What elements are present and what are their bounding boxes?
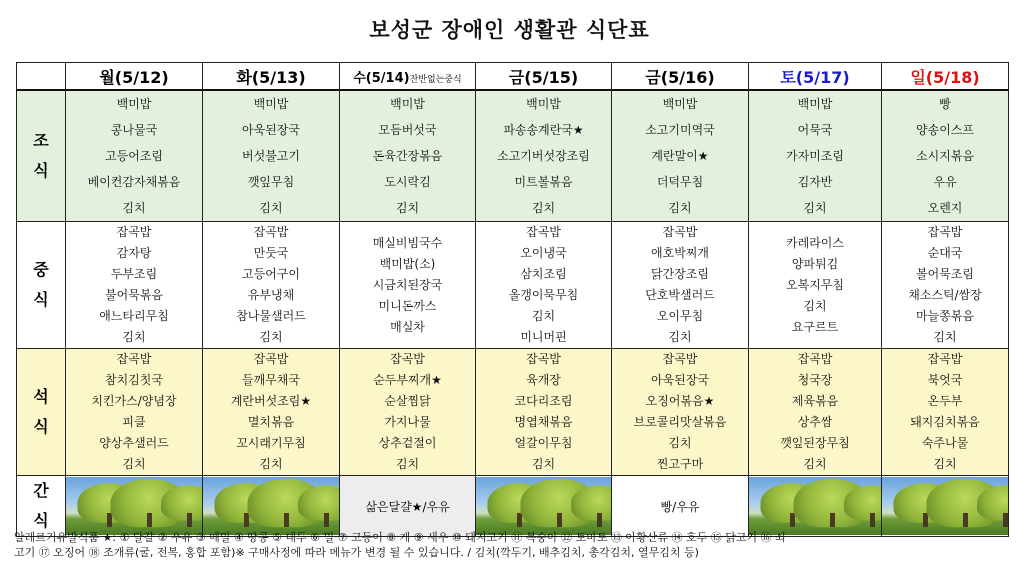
menu-item: 애호박찌개 [651, 246, 709, 260]
menu-item: 김치 [122, 330, 146, 344]
menu-item: 잡곡밥 [662, 225, 698, 239]
meal-label-dinner [17, 349, 66, 476]
menu-item: 꼬시래기무침 [236, 436, 306, 450]
day-header-mon: 월(5/12) [66, 63, 203, 91]
menu-item: 가지나물 [384, 415, 431, 429]
lunch-cell-thu [476, 222, 612, 349]
dinner-cell-sun [882, 349, 1009, 476]
menu-item: 김치 [122, 457, 146, 471]
menu-item: 상추겉절이 [378, 436, 437, 450]
menu-item: 잡곡밥 [526, 352, 561, 366]
menu-item: 백미밥 [116, 97, 152, 111]
menu-item: 김치 [259, 201, 283, 215]
tree-trunk [187, 513, 192, 527]
tree-trunk [597, 513, 602, 527]
lunch-row [17, 222, 1009, 349]
lunch-cell-mon [66, 222, 203, 349]
meal-label-breakfast [17, 90, 66, 222]
menu-item: 양송이스프 [916, 123, 974, 137]
menu-item: 고등어구이 [242, 267, 300, 281]
breakfast-cell-sat [749, 90, 882, 222]
meal-label-char: 식 [33, 417, 49, 436]
menu-item: 잡곡밥 [253, 352, 289, 366]
menu-item: 빵/우유 [660, 499, 700, 514]
menu-item: 오징어볶음★ [645, 394, 715, 408]
menu-item: 김치 [803, 457, 827, 471]
menu-item: 김치 [531, 457, 556, 471]
menu-item: 김치 [668, 201, 692, 215]
menu-item: 오렌지 [927, 201, 963, 215]
menu-item: 오복지무침 [786, 277, 844, 292]
menu-item: 김자반 [797, 175, 833, 189]
menu-item: 오이냉국 [520, 246, 567, 260]
day-header-wed: 수(5/14)잔반없는중식 [340, 63, 476, 91]
menu-item: 베이컨감자채볶음 [87, 175, 181, 189]
menu-item: 김치 [668, 330, 692, 344]
snack-row [17, 476, 1009, 537]
menu-item: 백미밥(소) [379, 256, 436, 271]
menu-item: 온두부 [927, 394, 963, 408]
menu-item: 파송송계란국★ [503, 123, 584, 137]
tree-icon [161, 485, 202, 520]
willow-tree-image [882, 477, 1008, 535]
menu-item: 청국장 [797, 373, 833, 387]
menu-item: 미니돈까스 [378, 298, 437, 313]
menu-item: 감자탕 [116, 246, 152, 260]
menu-item: 김치 [933, 330, 957, 344]
menu-item: 김치 [259, 457, 283, 471]
menu-item: 코다리조림 [514, 394, 573, 408]
menu-item: 애느타리무침 [99, 309, 169, 323]
menu-item: 삶은달걀★/우유 [365, 499, 450, 514]
menu-item: 더덕무침 [656, 175, 704, 189]
meal-label-char: 식 [33, 511, 49, 530]
tree-trunk [1003, 513, 1008, 527]
menu-item: 깻잎무침 [247, 175, 295, 189]
menu-item: 얼갈이무침 [514, 436, 573, 450]
menu-item: 김치 [668, 436, 692, 450]
breakfast-row [17, 90, 1009, 222]
tree-trunk [147, 513, 152, 527]
menu-item: 백미밥 [390, 97, 425, 111]
day-header-tue: 화(5/13) [203, 63, 340, 91]
menu-item: 단호박샐러드 [645, 288, 715, 302]
willow-tree-image [749, 477, 881, 535]
menu-item: 채소스틱/쌈장 [908, 288, 982, 302]
menu-item: 모듬버섯국 [378, 123, 437, 137]
menu-item: 치킨가스/양념장 [91, 394, 177, 408]
menu-item: 백미밥 [253, 97, 289, 111]
footer-line-1: 알레르기유발식품 ★: ① 달걀 ② 우유 ③ 메밀 ④ 땅콩 ⑤ 대두 ⑥ 밀 ⑦ 고등어 ⑧ 게 ⑨ 새우 ⑩ 돼지고기 ⑪ 복숭아 ⑫ 토마토 ⑬ 아황산류 ⑭ 호두 ⑮ 닭고기 ⑯ 쇠 [14, 531, 786, 544]
menu-item: 찐고구마 [656, 457, 704, 471]
menu-item: 제육볶음 [791, 394, 839, 408]
menu-item: 요구르트 [791, 319, 839, 334]
meal-label-snack [17, 476, 66, 537]
menu-item: 김치 [259, 330, 283, 344]
snack-cell-sat [749, 476, 882, 537]
menu-item: 잡곡밥 [797, 352, 833, 366]
meal-label-char: 석 [33, 387, 49, 406]
lunch-cell-tue [203, 222, 340, 349]
breakfast-cell-tue [203, 90, 340, 222]
meal-label-char: 간 [33, 481, 49, 500]
menu-item: 마늘쫑볶음 [916, 309, 974, 323]
tree-icon [298, 485, 339, 520]
menu-table [16, 62, 1009, 537]
menu-item: 순두부찌개★ [373, 373, 442, 387]
menu-item: 육개장 [526, 373, 561, 387]
menu-item: 닭간장조림 [651, 267, 709, 281]
menu-item: 미니머핀 [520, 330, 567, 344]
menu-item: 계란버섯조림★ [230, 394, 312, 408]
menu-item: 브로콜리맛살볶음 [633, 415, 727, 429]
meal-label-char: 조 [33, 131, 49, 150]
menu-item: 카레라이스 [786, 235, 844, 250]
menu-item: 불어묵볶음 [105, 288, 163, 302]
lunch-cell-sun [882, 222, 1009, 349]
corner-cell [17, 63, 66, 91]
menu-item: 순대국 [927, 246, 963, 260]
menu-item: 들깨무채국 [242, 373, 300, 387]
menu-item: 잡곡밥 [927, 352, 963, 366]
menu-item: 유부냉채 [247, 288, 295, 302]
allergy-footer [14, 530, 1009, 560]
tree-trunk [284, 513, 289, 527]
menu-item: 빵 [939, 97, 951, 111]
tree-trunk [870, 513, 875, 527]
tree-trunk [557, 513, 562, 527]
menu-item: 참치김칫국 [105, 373, 163, 387]
menu-item: 버섯불고기 [242, 149, 300, 163]
menu-item: 만둣국 [253, 246, 289, 260]
menu-item: 백미밥 [526, 97, 561, 111]
menu-item: 두부조림 [110, 267, 158, 281]
menu-item: 상추쌈 [797, 415, 833, 429]
breakfast-cell-wed [340, 90, 476, 222]
day-note: 잔반없는중식 [409, 74, 462, 85]
menu-item: 잡곡밥 [662, 352, 698, 366]
menu-item: 고등어조림 [105, 149, 163, 163]
lunch-cell-fri [612, 222, 749, 349]
menu-item: 백미밥 [662, 97, 698, 111]
menu-item: 잡곡밥 [390, 352, 425, 366]
menu-item: 매실비빔국수 [372, 235, 443, 250]
day-header-fri: 금(5/16) [612, 63, 749, 91]
menu-item: 도시락김 [384, 175, 431, 189]
menu-item: 계란말이★ [651, 149, 709, 163]
menu-item: 미트볼볶음 [514, 175, 573, 189]
menu-item: 삼치조림 [520, 267, 567, 281]
page-title: 보성군 장애인 생활관 식단표 [369, 18, 650, 42]
menu-item: 콩나물국 [110, 123, 158, 137]
menu-item: 김치 [122, 201, 146, 215]
menu-item: 양상추샐러드 [99, 436, 169, 450]
menu-item: 깻잎된장무침 [780, 436, 850, 450]
menu-item: 김치 [933, 457, 957, 471]
lunch-cell-wed [340, 222, 476, 349]
willow-tree-image [203, 477, 339, 535]
menu-item: 북엇국 [927, 373, 963, 387]
breakfast-cell-sun [882, 90, 1009, 222]
snack-cell-wed [340, 476, 476, 537]
menu-item: 소시지볶음 [916, 149, 974, 163]
menu-item: 시금치된장국 [372, 277, 443, 292]
menu-item: 어묵국 [797, 123, 833, 137]
snack-cell-tue [203, 476, 340, 537]
willow-tree-image [66, 477, 202, 535]
menu-item: 아욱된장국 [242, 123, 300, 137]
day-header-sat: 토(5/17) [749, 63, 882, 91]
menu-item: 피클 [122, 415, 146, 429]
menu-item: 올갱이묵무침 [508, 288, 579, 302]
meal-label-lunch [17, 222, 66, 349]
menu-item: 순살찜닭 [384, 394, 431, 408]
menu-item: 멸치볶음 [247, 415, 295, 429]
menu-item: 잡곡밥 [253, 225, 289, 239]
menu-item: 오이무침 [656, 309, 704, 323]
menu-item: 김치 [395, 457, 420, 471]
header-row [17, 63, 1009, 91]
tree-trunk [324, 513, 329, 527]
day-header-sun: 일(5/18) [882, 63, 1009, 91]
lunch-cell-sat [749, 222, 882, 349]
menu-item: 매실차 [390, 319, 425, 334]
dinner-cell-fri [612, 349, 749, 476]
dinner-row [17, 349, 1009, 476]
dinner-cell-sat [749, 349, 882, 476]
snack-cell-sun [882, 476, 1009, 537]
dinner-cell-mon [66, 349, 203, 476]
breakfast-cell-mon [66, 90, 203, 222]
menu-item: 참나물샐러드 [236, 309, 306, 323]
dinner-cell-thu [476, 349, 612, 476]
menu-item: 잡곡밥 [927, 225, 963, 239]
menu-item: 가자미조림 [786, 149, 844, 163]
menu-item: 소고기미역국 [645, 123, 715, 137]
menu-item: 잡곡밥 [116, 225, 152, 239]
menu-item: 돈육간장볶음 [372, 149, 443, 163]
breakfast-cell-fri [612, 90, 749, 222]
dinner-cell-tue [203, 349, 340, 476]
snack-cell-mon [66, 476, 203, 537]
meal-label-char: 식 [33, 161, 49, 180]
meal-label-char: 식 [33, 290, 49, 309]
menu-item: 우유 [933, 175, 957, 189]
meal-label-char: 중 [33, 260, 49, 279]
menu-item: 김치 [531, 201, 556, 215]
menu-item: 김치 [395, 201, 420, 215]
menu-item: 김치 [803, 201, 827, 215]
dinner-cell-wed [340, 349, 476, 476]
willow-tree-image [476, 477, 611, 535]
tree-trunk [963, 513, 968, 527]
menu-item: 김치 [803, 298, 827, 313]
menu-item: 숙주나물 [921, 436, 969, 450]
menu-item: 볼어묵조림 [916, 267, 974, 281]
menu-item: 잡곡밥 [116, 352, 152, 366]
menu-item: 소고기버섯장조림 [497, 149, 590, 163]
footer-line-2: 고기 ⑰ 오징어 ⑱ 조개류(굴, 전복, 홍합 포함)※ 구매사정에 따라 메뉴가 변경 될 수 있습니다. / 김치(깍두기, 배추김치, 총각김치, 열무김치 등) [14, 546, 699, 559]
menu-item: 아욱된장국 [651, 373, 709, 387]
breakfast-cell-thu [476, 90, 612, 222]
snack-cell-thu [476, 476, 612, 537]
day-header-thu: 금(5/15) [476, 63, 612, 91]
menu-item: 백미밥 [797, 97, 833, 111]
menu-item: 김치 [531, 309, 556, 323]
tree-icon [571, 485, 611, 520]
menu-item: 명엽채볶음 [514, 415, 573, 429]
snack-cell-fri [612, 476, 749, 537]
menu-item: 돼지김치볶음 [910, 415, 980, 429]
tree-trunk [830, 513, 835, 527]
menu-item: 잡곡밥 [526, 225, 561, 239]
menu-item: 양파튀김 [791, 256, 839, 271]
